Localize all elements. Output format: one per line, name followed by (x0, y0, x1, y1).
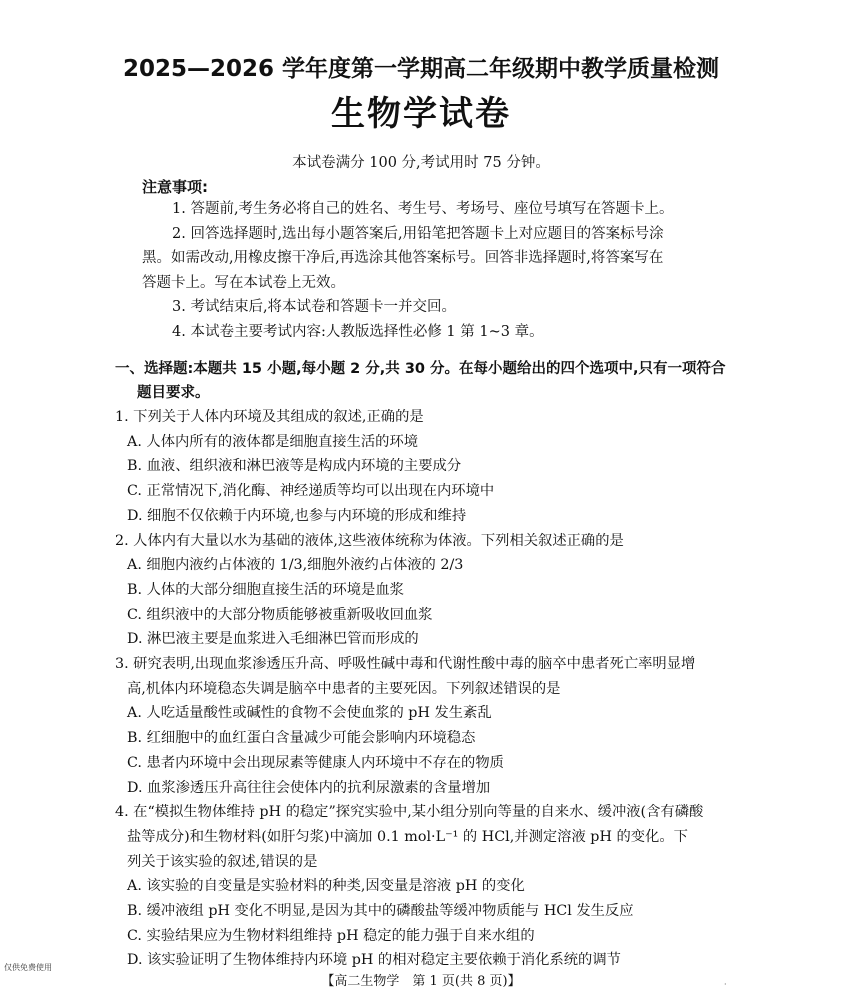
notice-item: 2. 回答选择题时,选出每小题答案后,用铅笔把答题卡上对应题目的答案标号涂 (172, 225, 664, 242)
option-c: C. 患者内环境中会出现尿素等健康人内环境中不存在的物质 (127, 754, 504, 771)
notice-block (142, 197, 712, 345)
option-a: A. 细胞内液约占体液的 1/3,细胞外液约占体液的 2/3 (127, 557, 464, 574)
option-a: A. 人吃适量酸性或碱性的食物不会使血浆的 pH 发生紊乱 (127, 705, 492, 722)
option-d: D. 细胞不仅依赖于内环境,也参与内环境的形成和维持 (127, 507, 467, 524)
section-heading (115, 357, 740, 405)
question-stem-cont: 盐等成分)和生物材料(如肝匀浆)中滴加 0.1 mol·L⁻¹ 的 HCl,并测定溶液 pH 的变化。下 (127, 828, 688, 845)
option-b: B. 红细胞中的血红蛋白含量减少可能会影响内环境稳态 (127, 730, 476, 747)
option-b: B. 缓冲液组 pH 变化不明显,是因为其中的磷酸盐等缓冲物质能与 HCl 发生反应 (127, 903, 634, 920)
option-a: A. 人体内所有的液体都是细胞直接生活的环境 (127, 433, 419, 450)
question-3 (115, 652, 740, 800)
exam-info: 本试卷满分 100 分,考试用时 75 分钟。 (292, 155, 550, 171)
option-c: C. 实验结果应为生物材料组维持 pH 稳定的能力强于自来水组的 (127, 927, 535, 944)
option-d: D. 该实验证明了生物体维持内环境 pH 的相对稳定主要依赖于消化系统的调节 (127, 952, 621, 969)
option-a: A. 该实验的自变量是实验材料的种类,因变量是溶液 pH 的变化 (127, 878, 525, 895)
page-footer: 【高二生物学 第 1 页(共 8 页)】 (321, 974, 521, 989)
question-1 (115, 405, 740, 529)
subject-title: 生物学试卷 (331, 94, 511, 134)
corner-mark: · (724, 980, 727, 989)
notice-item: 1. 答题前,考生务必将自己的姓名、考生号、考场号、座位号填写在答题卡上。 (172, 201, 674, 217)
question-stem: 4. 在“模拟生物体维持 pH 的稳定”探究实验中,某小组分别向等量的自来水、缓冲液(含有磷酸 (115, 804, 704, 821)
notice-item: 4. 本试卷主要考试内容:人教版选择性必修 1 第 1~3 章。 (172, 323, 544, 340)
section-heading-line: 题目要求。 (137, 385, 210, 401)
section-heading-line: 一、选择题:本题共 15 小题,每小题 2 分,共 30 分。在每小题给出的四个选项中,只有一项符合 (115, 361, 726, 377)
question-stem: 1. 下列关于人体内环境及其组成的叙述,正确的是 (115, 409, 424, 425)
notice-item: 3. 考试结束后,将本试卷和答题卡一并交回。 (172, 299, 457, 316)
option-b: B. 血液、组织液和淋巴液等是构成内环境的主要成分 (127, 458, 462, 475)
exam-title: 2025—2026 学年度第一学期高二年级期中教学质量检测 (122, 56, 720, 82)
question-stem: 3. 研究表明,出现血浆渗透压升高、呼吸性碱中毒和代谢性酸中毒的脑卒中患者死亡率明显增 (115, 656, 696, 673)
question-4 (115, 800, 740, 973)
question-stem: 2. 人体内有大量以水为基础的液体,这些液体统称为体液。下列相关叙述正确的是 (115, 532, 624, 549)
option-b: B. 人体的大部分细胞直接生活的环境是血浆 (127, 581, 404, 598)
option-d: D. 血浆渗透压升高往往会使体内的抗利尿激素的含量增加 (127, 779, 491, 796)
question-2 (115, 529, 740, 653)
notice-item-cont: 答题卡上。写在本试卷上无效。 (142, 274, 345, 291)
question-list (115, 405, 740, 973)
option-c: C. 组织液中的大部分物质能够被重新吸收回血浆 (127, 606, 433, 623)
question-stem-cont: 高,机体内环境稳态失调是脑卒中患者的主要死因。下列叙述错误的是 (127, 680, 561, 697)
side-note: 仅供免费使用 (4, 963, 52, 972)
question-stem-cont: 列关于该实验的叙述,错误的是 (127, 853, 318, 870)
notice-item-cont: 黑。如需改动,用橡皮擦干净后,再选涂其他答案标号。回答非选择题时,将答案写在 (142, 250, 664, 267)
option-d: D. 淋巴液主要是血浆进入毛细淋巴管而形成的 (127, 631, 419, 648)
notice-heading: 注意事项: (142, 178, 208, 196)
option-c: C. 正常情况下,消化酶、神经递质等均可以出现在内环境中 (127, 483, 495, 500)
